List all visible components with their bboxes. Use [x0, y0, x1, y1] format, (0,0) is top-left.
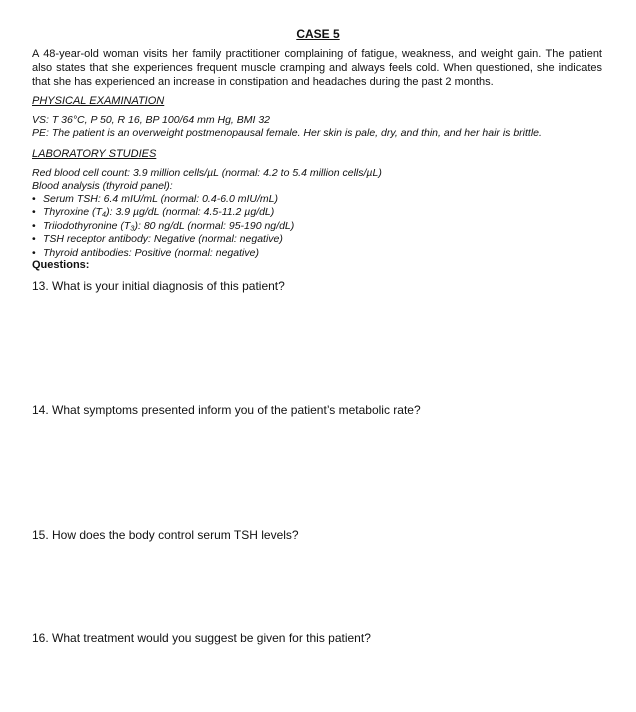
thyroid-panel-list — [32, 193, 294, 260]
lab-item-t4: • Thyroxine (T₄): 3.9 µg/dL (normal: 4.5-11.2 µg/dL) — [32, 206, 294, 219]
lab-studies-heading: LABORATORY STUDIES — [32, 148, 157, 160]
question-13: 13. What is your initial diagnosis of this patient? — [32, 279, 285, 293]
lab-item-thyroid-antibodies: • Thyroid antibodies: Positive (normal: negative) — [32, 247, 294, 260]
rbc-count: Red blood cell count: 3.9 million cells/µL (normal: 4.2 to 5.4 million cells/µL) — [32, 167, 382, 179]
physical-exam-findings: PE: The patient is an overweight postmenopausal female. Her skin is pale, dry, and thin, and her hair is brittle. — [32, 127, 542, 139]
lab-item-tsh-receptor-antibody: • TSH receptor antibody: Negative (normal: negative) — [32, 233, 294, 246]
question-14: 14. What symptoms presented inform you of the patient’s metabolic rate? — [32, 403, 421, 417]
physical-exam-heading: PHYSICAL EXAMINATION — [32, 95, 165, 107]
questions-heading: Questions: — [32, 259, 90, 271]
case-intro: A 48-year-old woman visits her family practitioner complaining of fatigue, weakness, and weight gain. The patient also states that she experiences frequent muscle cramping and always feels cold. When questioned, she indicates that she has experienced an increase in constipation and headaches during the past 2 months. — [32, 48, 602, 88]
case-title: CASE 5 — [296, 27, 340, 41]
question-15: 15. How does the body control serum TSH levels? — [32, 528, 299, 542]
question-16: 16. What treatment would you suggest be given for this patient? — [32, 631, 371, 645]
vital-signs: VS: T 36°C, P 50, R 16, BP 100/64 mm Hg, BMI 32 — [32, 114, 271, 126]
blood-analysis-label: Blood analysis (thyroid panel): — [32, 180, 173, 192]
lab-item-t3: • Triiodothyronine (T₃): 80 ng/dL (normal: 95-190 ng/dL) — [32, 220, 294, 233]
lab-item-tsh: • Serum TSH: 6.4 mIU/mL (normal: 0.4-6.0 mIU/mL) — [32, 193, 294, 206]
